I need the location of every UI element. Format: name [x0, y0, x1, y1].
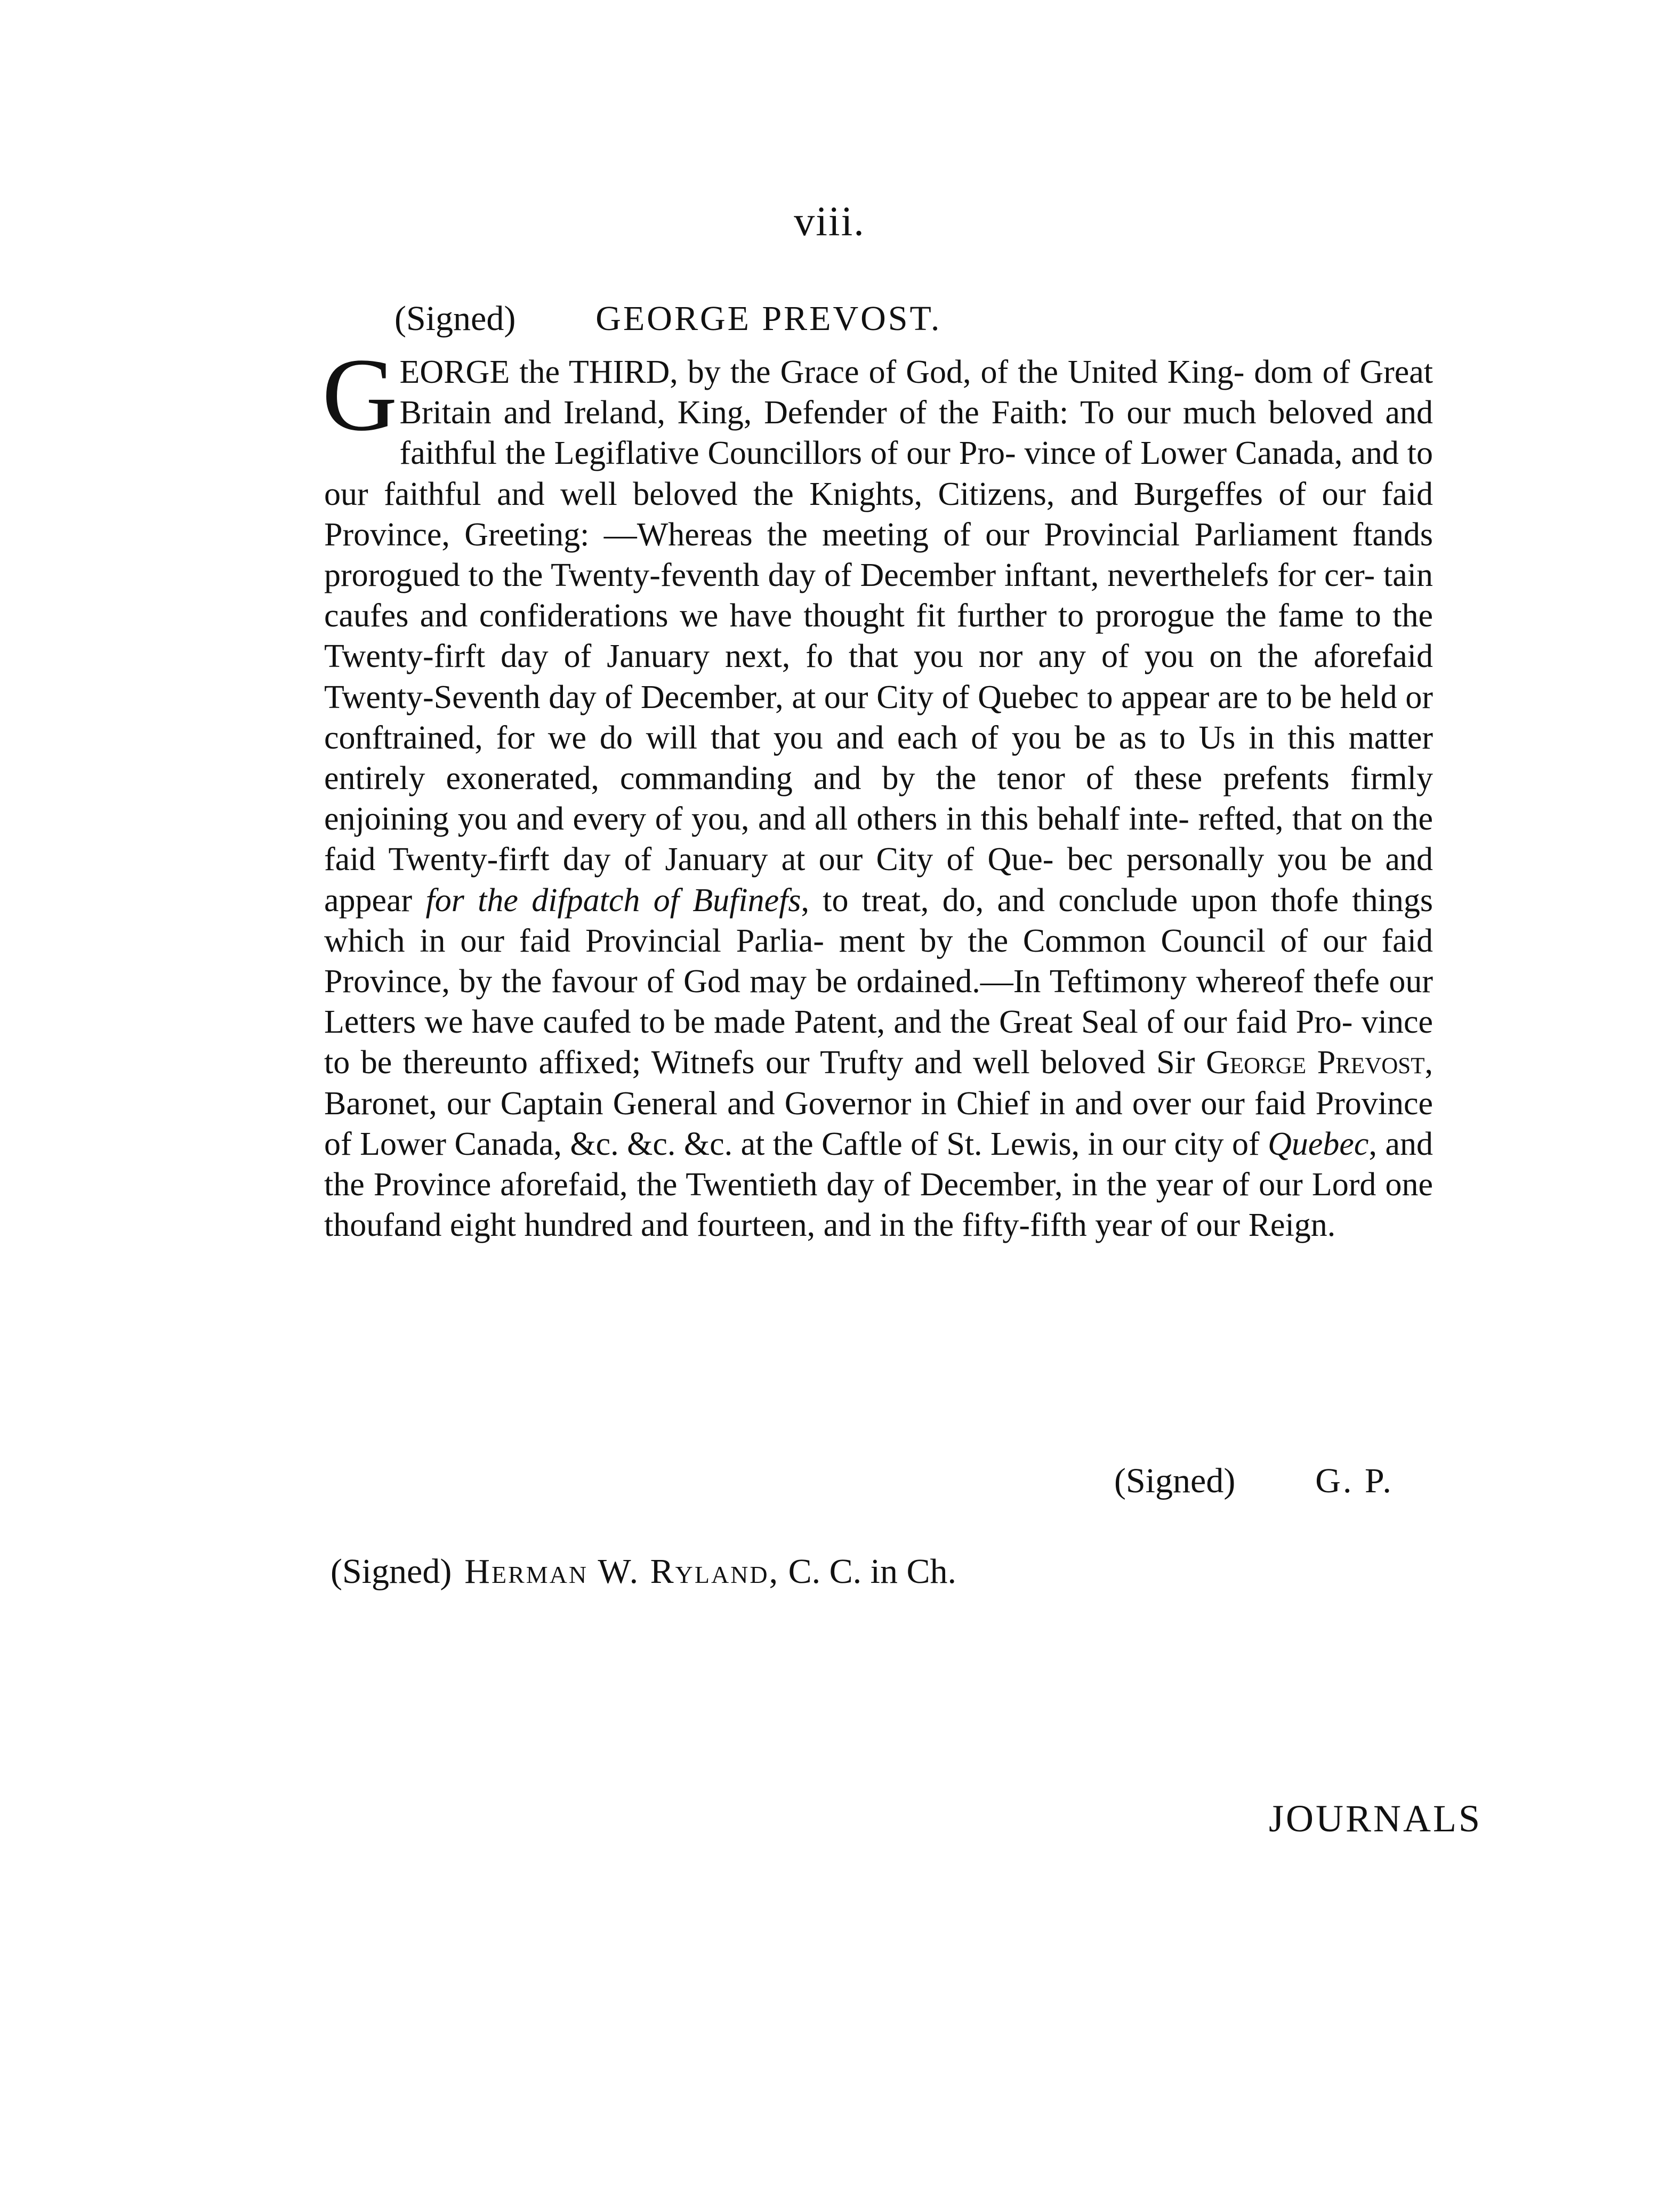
page-number: viii.: [794, 198, 865, 244]
catchword: JOURNALS: [1269, 1797, 1483, 1840]
proclamation-italic-quebec: Quebec: [1268, 1125, 1369, 1162]
proclamation-text: [322, 337, 1433, 1245]
proclamation-name-prevost: George Prevost: [1206, 1044, 1425, 1081]
ryland-signature-label: (Signed): [331, 1552, 452, 1591]
drop-cap: G: [322, 337, 398, 453]
proclamation-part-3: , Baronet, our Captain General and Governor in Chief in and over our faid Province of Lower Canada, &c. &c. &c. at the Caftle of St. Lewis, in our city of: [324, 1044, 1433, 1162]
proclamation-part-2: , to treat, do, and conclude upon thofe things which in our faid Provincial Parlia- ment by the Common Council of our faid Province, by the favour of God may be ordained.—In Teftimony whereof thefe our Letters we have caufed to be made Patent, and the Great Seal of our faid Pro- vince to be thereunto affixed; Witnefs our Trufty and well beloved Sir: [324, 882, 1433, 1081]
proclamation-part-1: EORGE the THIRD, by the Grace of God, of the United King- dom of Great Britain and Ireland, King, Defender of the Faith: To our much beloved and faithful the Legiflative Councillors of our Pro- vince of Lower Canada, and to our faithful and well beloved the Knights, Citizens, and Burgeffes of our faid Province, Greeting: —Whereas the meeting of our Provincial Parliament ftands prorogued to the Twenty-feventh day of December inftant, neverthelefs for cer- tain caufes and confiderations we have thought fit further to prorogue the fame to the Twenty-firft day of January next, fo that you nor any of you on the aforefaid Twenty-Seventh day of December, at our City of Quebec to appear are to be held or conftrained, for we do will that you and each of you be as to Us in this matter entirely exonerated, commanding and by the tenor of these prefents firmly enjoining you and every of you, and all others in this behalf inte- refted, that on the faid Twenty-firft day of January at our City of Que- bec personally you be and appear: [324, 354, 1433, 919]
ryland-signature: [331, 1551, 956, 1592]
top-signature-name: GEORGE PREVOST.: [595, 299, 942, 338]
top-signature: [394, 299, 941, 339]
gp-signature-label: (Signed): [1114, 1461, 1236, 1500]
ryland-signature-suffix: C. C. in Ch.: [788, 1552, 957, 1591]
proclamation-italic-business: for the difpatch of Bufinefs: [425, 882, 801, 919]
top-signature-label: (Signed): [394, 299, 516, 338]
gp-signature: [1114, 1461, 1394, 1501]
ryland-signature-name: Herman W. Ryland,: [464, 1552, 780, 1591]
gp-signature-initials: G. P.: [1315, 1461, 1394, 1500]
proclamation-part-4: , and the Province aforefaid, the Twentieth day of December, in the year of our Lord one thoufand eight hundred and fourteen, and in the fifty-fifth year of our Reign.: [324, 1125, 1433, 1244]
